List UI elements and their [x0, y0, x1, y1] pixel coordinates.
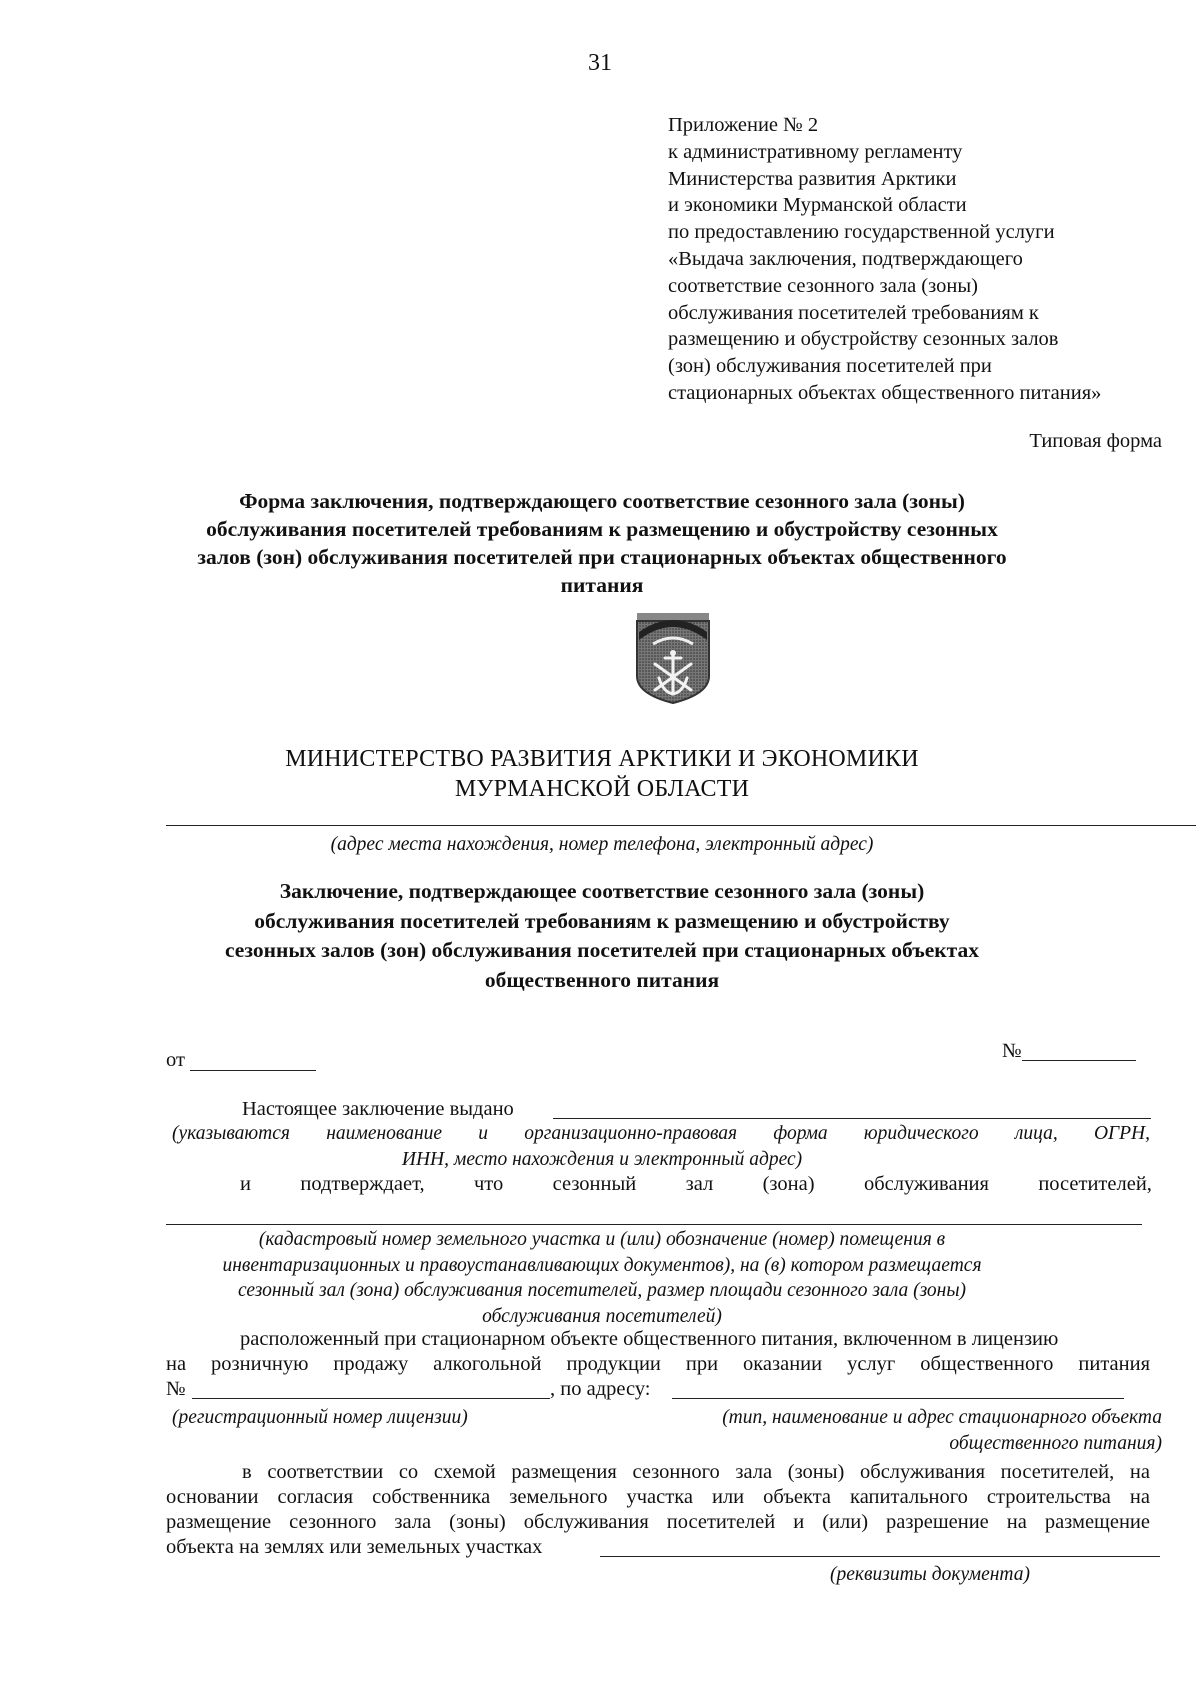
- conclusion-title-line: Заключение, подтверждающее соответствие сезонного зала (зоны): [279, 879, 925, 903]
- ministry-name: [150, 744, 1054, 804]
- date-label: от: [166, 1049, 185, 1071]
- form-title-line: питания: [560, 573, 644, 597]
- issued-to-text: Настоящее заключение выдано: [242, 1098, 514, 1120]
- cadastral-caption: [150, 1227, 1054, 1329]
- appendix-line: соответствие сезонного зала (зоны): [668, 274, 978, 297]
- issued-to-field[interactable]: [553, 1118, 1151, 1119]
- confirms-word: сезонный: [552, 1173, 637, 1195]
- number-label: №: [1002, 1040, 1022, 1062]
- conclusion-title-line: общественного питания: [484, 967, 720, 992]
- address-caption: (адрес места нахождения, номер телефона, электронный адрес): [330, 834, 874, 855]
- typical-form-label: Типовая форма: [1029, 430, 1162, 452]
- conclusion-title-line: сезонных залов (зон) обслуживания посетителей при стационарных объектах: [225, 938, 979, 962]
- confirms-word: посетителей,: [1038, 1173, 1152, 1195]
- appendix-line: (зон) обслуживания посетителей при: [668, 355, 992, 378]
- license-caption: (регистрационный номер лицензии): [172, 1407, 468, 1428]
- located-line: расположенный при стационарном объекте общественного питания, включенном в лицензию: [240, 1328, 1059, 1350]
- date-field[interactable]: [190, 1070, 316, 1071]
- appendix-line: Приложение № 2: [668, 114, 819, 136]
- coat-of-arms-icon: [633, 610, 713, 706]
- confirms-word: и: [240, 1173, 251, 1195]
- confirms-word: обслуживания: [863, 1173, 989, 1195]
- number-field[interactable]: [1022, 1060, 1136, 1061]
- form-title-line: Форма заключения, подтверждающего соответствие сезонного зала (зоны): [239, 489, 965, 513]
- page-number: 31: [588, 50, 612, 76]
- license-number-prefix: №: [166, 1378, 186, 1400]
- form-title-line: залов (зон) обслуживания посетителей при стационарных объектах общественного: [197, 545, 1007, 569]
- issued-to-caption-line: ИНН, место нахождения и электронный адрес): [401, 1149, 803, 1170]
- document-details-caption: (реквизиты документа): [830, 1564, 1030, 1585]
- issued-to-caption-line: (указываются наименование и организационно-правовая форма юридического лица, ОГРН,: [172, 1123, 1150, 1144]
- conclusion-title: [150, 877, 1054, 995]
- appendix-line: по предоставлению государственной услуги: [668, 221, 1055, 244]
- accordance-line: основании согласия собственника земельного участка или объекта капитального строительства на: [166, 1486, 1150, 1508]
- confirms-word: подтверждает,: [300, 1173, 425, 1195]
- cadastral-field[interactable]: [166, 1224, 1142, 1225]
- object-caption-line: общественного питания): [949, 1433, 1162, 1454]
- form-title: [150, 487, 1054, 599]
- accordance-line: в соответствии со схемой размещения сезонного зала (зоны) обслуживания посетителей, на: [242, 1461, 1150, 1483]
- cadastral-caption-line: сезонный зал (зона) обслуживания посетителей, размер площади сезонного зала (зоны): [237, 1280, 967, 1301]
- appendix-line: Министерства развития Арктики: [668, 167, 957, 190]
- cadastral-caption-line: обслуживания посетителей): [482, 1305, 722, 1327]
- cadastral-caption-line: инвентаризационных и правоустанавливающих документов), на (в) котором размещается: [222, 1254, 982, 1276]
- cadastral-caption-line: (кадастровый номер земельного участка и (или) обозначение (номер) помещения в: [258, 1229, 946, 1250]
- ministry-name-line: МУРМАНСКОЙ ОБЛАСТИ: [454, 776, 750, 802]
- accordance-line: размещение сезонного зала (зоны) обслуживания посетителей и (или) разрешение на размещение: [166, 1511, 1150, 1533]
- address-label: , по адресу:: [550, 1378, 651, 1400]
- appendix-line: размещению и обустройству сезонных залов: [668, 328, 1059, 351]
- located-line: на розничную продажу алкогольной продукции при оказании услуг общественного питания: [166, 1353, 1150, 1375]
- appendix-line: к административному регламенту: [668, 140, 963, 163]
- document-details-field[interactable]: [600, 1556, 1160, 1557]
- appendix-line: и экономики Мурманской области: [668, 194, 967, 217]
- confirms-word: зал: [685, 1173, 714, 1195]
- license-number-field[interactable]: [192, 1398, 550, 1399]
- appendix-line: «Выдача заключения, подтверждающего: [668, 247, 1023, 270]
- confirms-word: что: [474, 1173, 504, 1195]
- appendix-line: обслуживания посетителей требованиям к: [668, 301, 1039, 324]
- accordance-line: объекта на землях или земельных участках: [166, 1536, 543, 1558]
- object-address-field[interactable]: [672, 1398, 1124, 1399]
- object-caption-line: (тип, наименование и адрес стационарного объекта: [722, 1407, 1162, 1428]
- ministry-name-line: МИНИСТЕРСТВО РАЗВИТИЯ АРКТИКИ И ЭКОНОМИКИ: [285, 746, 919, 772]
- appendix-line: стационарных объектах общественного питания»: [668, 381, 1102, 404]
- address-fill-line[interactable]: [166, 825, 1196, 826]
- confirms-line: [240, 1172, 1152, 1198]
- confirms-word: (зона): [762, 1173, 815, 1195]
- form-title-line: обслуживания посетителей требованиям к размещению и обустройству сезонных: [206, 517, 998, 541]
- appendix-header: [668, 112, 1101, 407]
- conclusion-title-line: обслуживания посетителей требованиям к размещению и обустройству: [254, 908, 950, 933]
